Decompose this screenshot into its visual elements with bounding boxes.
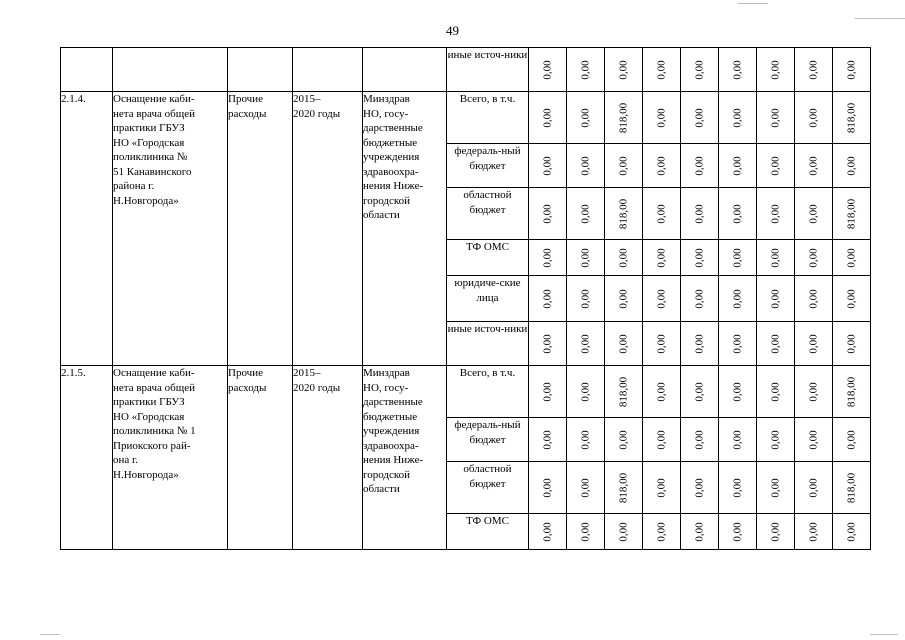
period-line: 2020 годы bbox=[293, 381, 341, 394]
source-cell bbox=[447, 418, 529, 462]
amount-cell bbox=[795, 188, 833, 240]
amount-value: 0,00 bbox=[579, 155, 592, 176]
executor-line: учреждения bbox=[363, 425, 420, 438]
amount-cell bbox=[681, 92, 719, 144]
amount-cell bbox=[567, 240, 605, 276]
amount-value: 0,00 bbox=[655, 247, 668, 268]
amount-cell bbox=[757, 144, 795, 188]
amount-value: 0,00 bbox=[617, 521, 630, 542]
amount-cell bbox=[795, 48, 833, 92]
source-label: федераль-ный бюджет bbox=[454, 419, 521, 446]
amount-cell bbox=[795, 462, 833, 514]
amount-cell bbox=[719, 48, 757, 92]
amount-cell bbox=[757, 188, 795, 240]
amount-cell bbox=[681, 144, 719, 188]
amount-value: 0,00 bbox=[807, 429, 820, 450]
source-cell bbox=[447, 92, 529, 144]
amount-value: 0,00 bbox=[655, 203, 668, 224]
amount-cell bbox=[795, 366, 833, 418]
source-cell bbox=[447, 188, 529, 240]
amount-value: 0,00 bbox=[541, 521, 554, 542]
amount-cell bbox=[833, 188, 871, 240]
amount-value: 818,00 bbox=[845, 376, 858, 407]
executor-line: дарственные bbox=[363, 396, 423, 409]
amount-cell bbox=[567, 366, 605, 418]
amount-cell bbox=[719, 514, 757, 550]
empty-cell bbox=[61, 48, 113, 92]
source-label: иные источ-ники bbox=[447, 49, 528, 61]
item-name-line: Приокского рай- bbox=[113, 439, 191, 452]
amount-value: 0,00 bbox=[579, 247, 592, 268]
amount-cell bbox=[681, 366, 719, 418]
amount-cell bbox=[719, 144, 757, 188]
amount-cell bbox=[757, 276, 795, 322]
amount-value: 0,00 bbox=[807, 107, 820, 128]
source-cell bbox=[447, 276, 529, 322]
amount-cell bbox=[719, 418, 757, 462]
executor-line: области bbox=[363, 209, 400, 222]
item-name bbox=[113, 92, 228, 366]
amount-cell bbox=[643, 92, 681, 144]
amount-cell bbox=[643, 144, 681, 188]
amount-value: 0,00 bbox=[655, 381, 668, 402]
budget-table bbox=[60, 47, 871, 550]
amount-value: 0,00 bbox=[807, 288, 820, 309]
amount-value: 0,00 bbox=[807, 333, 820, 354]
amount-value: 0,00 bbox=[693, 521, 706, 542]
amount-cell bbox=[795, 92, 833, 144]
amount-cell bbox=[643, 48, 681, 92]
amount-cell bbox=[719, 240, 757, 276]
amount-cell bbox=[833, 462, 871, 514]
amount-cell bbox=[681, 240, 719, 276]
period-line: 2015– bbox=[293, 93, 321, 105]
amount-value: 0,00 bbox=[579, 203, 592, 224]
amount-value: 0,00 bbox=[655, 429, 668, 450]
scan-artifact-line bbox=[870, 634, 898, 635]
amount-value: 0,00 bbox=[807, 477, 820, 498]
amount-value: 0,00 bbox=[731, 381, 744, 402]
amount-value: 0,00 bbox=[845, 288, 858, 309]
amount-cell bbox=[605, 322, 643, 366]
amount-cell bbox=[567, 462, 605, 514]
source-label: юридиче-ские лица bbox=[454, 277, 521, 304]
amount-value: 0,00 bbox=[579, 477, 592, 498]
amount-value: 0,00 bbox=[579, 333, 592, 354]
amount-value: 0,00 bbox=[769, 59, 782, 80]
page-number: 49 bbox=[446, 23, 459, 38]
source-label: Всего, в т.ч. bbox=[459, 93, 516, 105]
source-label: областной бюджет bbox=[463, 463, 512, 490]
amount-value: 0,00 bbox=[655, 521, 668, 542]
amount-value: 818,00 bbox=[617, 102, 630, 133]
amount-cell bbox=[681, 514, 719, 550]
executor-line: НО, госу- bbox=[363, 107, 409, 120]
amount-cell bbox=[643, 514, 681, 550]
amount-cell bbox=[833, 514, 871, 550]
executor-line: учреждения bbox=[363, 151, 420, 164]
amount-value: 0,00 bbox=[693, 107, 706, 128]
amount-value: 0,00 bbox=[845, 429, 858, 450]
amount-value: 0,00 bbox=[731, 333, 744, 354]
amount-value: 0,00 bbox=[769, 155, 782, 176]
empty-cell bbox=[363, 48, 447, 92]
amount-value: 0,00 bbox=[807, 155, 820, 176]
amount-value: 0,00 bbox=[541, 477, 554, 498]
amount-value: 0,00 bbox=[807, 521, 820, 542]
amount-cell bbox=[605, 276, 643, 322]
amount-value: 0,00 bbox=[617, 288, 630, 309]
amount-value: 0,00 bbox=[541, 107, 554, 128]
amount-value: 0,00 bbox=[693, 155, 706, 176]
executor-line: области bbox=[363, 483, 400, 496]
amount-value: 0,00 bbox=[655, 288, 668, 309]
amount-value: 818,00 bbox=[617, 198, 630, 229]
empty-cell bbox=[228, 48, 293, 92]
item-name-line: района г. bbox=[113, 180, 155, 193]
amount-cell bbox=[567, 322, 605, 366]
source-cell bbox=[447, 240, 529, 276]
amount-cell bbox=[795, 418, 833, 462]
item-name-line: нета врача общей bbox=[113, 107, 195, 120]
amount-value: 0,00 bbox=[617, 59, 630, 80]
amount-cell bbox=[681, 276, 719, 322]
item-code: 2.1.4. bbox=[61, 92, 113, 366]
amount-cell bbox=[567, 188, 605, 240]
executor-line: городской bbox=[363, 468, 411, 481]
amount-value: 818,00 bbox=[845, 472, 858, 503]
amount-cell bbox=[643, 240, 681, 276]
amount-value: 0,00 bbox=[731, 59, 744, 80]
amount-cell bbox=[719, 322, 757, 366]
amount-cell bbox=[605, 92, 643, 144]
executor-line: бюджетные bbox=[363, 410, 418, 423]
source-label: ТФ ОМС bbox=[466, 515, 509, 527]
amount-cell bbox=[757, 48, 795, 92]
amount-cell bbox=[529, 418, 567, 462]
table-row bbox=[61, 366, 871, 418]
source-label: Всего, в т.ч. bbox=[459, 367, 516, 379]
amount-value: 0,00 bbox=[655, 59, 668, 80]
scan-artifact-line bbox=[855, 18, 905, 19]
amount-cell bbox=[795, 514, 833, 550]
amount-cell bbox=[567, 92, 605, 144]
amount-cell bbox=[833, 144, 871, 188]
cost-type-line: Прочие bbox=[228, 367, 263, 379]
amount-value: 0,00 bbox=[579, 381, 592, 402]
amount-value: 0,00 bbox=[579, 521, 592, 542]
amount-cell bbox=[605, 462, 643, 514]
executor-line: нения Ниже- bbox=[363, 180, 424, 193]
amount-value: 0,00 bbox=[579, 429, 592, 450]
amount-value: 0,00 bbox=[731, 477, 744, 498]
amount-value: 0,00 bbox=[693, 203, 706, 224]
executor-line: бюджетные bbox=[363, 136, 418, 149]
amount-value: 0,00 bbox=[579, 59, 592, 80]
amount-cell bbox=[529, 48, 567, 92]
amount-cell bbox=[643, 322, 681, 366]
cost-type-line: расходы bbox=[228, 381, 267, 394]
amount-cell bbox=[757, 240, 795, 276]
amount-cell bbox=[567, 144, 605, 188]
period bbox=[293, 366, 363, 550]
source-label: ТФ ОМС bbox=[466, 241, 509, 253]
amount-cell bbox=[719, 276, 757, 322]
cost-type bbox=[228, 92, 293, 366]
amount-cell bbox=[795, 322, 833, 366]
amount-cell bbox=[833, 322, 871, 366]
amount-cell bbox=[605, 418, 643, 462]
amount-value: 818,00 bbox=[617, 376, 630, 407]
amount-value: 0,00 bbox=[541, 429, 554, 450]
executor-line: здравоохра- bbox=[363, 165, 419, 178]
amount-value: 0,00 bbox=[693, 477, 706, 498]
amount-cell bbox=[605, 48, 643, 92]
amount-value: 0,00 bbox=[845, 247, 858, 268]
executor bbox=[363, 366, 447, 550]
amount-value: 0,00 bbox=[769, 107, 782, 128]
item-name-line: Оснащение каби- bbox=[113, 367, 195, 379]
amount-value: 0,00 bbox=[617, 333, 630, 354]
amount-value: 0,00 bbox=[693, 247, 706, 268]
item-name-line: поликлиника № 1 bbox=[113, 425, 196, 438]
amount-value: 0,00 bbox=[769, 381, 782, 402]
item-name-line: она г. bbox=[113, 454, 139, 467]
amount-value: 0,00 bbox=[693, 59, 706, 80]
source-cell bbox=[447, 144, 529, 188]
amount-value: 0,00 bbox=[731, 288, 744, 309]
source-cell bbox=[447, 322, 529, 366]
amount-value: 0,00 bbox=[693, 288, 706, 309]
amount-cell bbox=[681, 48, 719, 92]
amount-value: 0,00 bbox=[541, 59, 554, 80]
amount-value: 0,00 bbox=[541, 333, 554, 354]
amount-value: 0,00 bbox=[541, 288, 554, 309]
amount-cell bbox=[795, 144, 833, 188]
amount-cell bbox=[529, 144, 567, 188]
item-name bbox=[113, 366, 228, 550]
amount-cell bbox=[567, 514, 605, 550]
amount-cell bbox=[833, 48, 871, 92]
amount-value: 0,00 bbox=[769, 288, 782, 309]
amount-cell bbox=[529, 514, 567, 550]
item-code: 2.1.5. bbox=[61, 366, 113, 550]
source-cell bbox=[447, 48, 529, 92]
amount-value: 0,00 bbox=[731, 107, 744, 128]
amount-cell bbox=[567, 48, 605, 92]
source-cell bbox=[447, 366, 529, 418]
amount-cell bbox=[757, 366, 795, 418]
amount-cell bbox=[605, 366, 643, 418]
amount-value: 0,00 bbox=[845, 521, 858, 542]
executor-line: нения Ниже- bbox=[363, 454, 424, 467]
cost-type-line: расходы bbox=[228, 107, 267, 120]
amount-cell bbox=[757, 322, 795, 366]
item-name-line: Оснащение каби- bbox=[113, 93, 195, 105]
amount-cell bbox=[833, 92, 871, 144]
item-name-line: НО «Городская bbox=[113, 136, 185, 149]
amount-value: 0,00 bbox=[579, 107, 592, 128]
amount-value: 0,00 bbox=[807, 203, 820, 224]
amount-value: 0,00 bbox=[655, 107, 668, 128]
amount-cell bbox=[529, 462, 567, 514]
amount-value: 818,00 bbox=[845, 102, 858, 133]
executor bbox=[363, 92, 447, 366]
amount-cell bbox=[757, 462, 795, 514]
cost-type-line: Прочие bbox=[228, 93, 263, 105]
amount-cell bbox=[681, 462, 719, 514]
amount-value: 0,00 bbox=[655, 477, 668, 498]
amount-cell bbox=[757, 418, 795, 462]
amount-cell bbox=[567, 418, 605, 462]
amount-value: 0,00 bbox=[845, 59, 858, 80]
executor-line: здравоохра- bbox=[363, 439, 419, 452]
source-cell bbox=[447, 514, 529, 550]
amount-cell bbox=[719, 366, 757, 418]
amount-value: 0,00 bbox=[617, 247, 630, 268]
executor-line: Минздрав bbox=[363, 367, 410, 379]
period bbox=[293, 92, 363, 366]
amount-value: 0,00 bbox=[541, 247, 554, 268]
executor-line: дарственные bbox=[363, 122, 423, 135]
amount-value: 0,00 bbox=[655, 333, 668, 354]
amount-value: 0,00 bbox=[617, 155, 630, 176]
amount-cell bbox=[833, 276, 871, 322]
amount-value: 0,00 bbox=[807, 381, 820, 402]
amount-cell bbox=[643, 462, 681, 514]
amount-cell bbox=[643, 418, 681, 462]
amount-value: 0,00 bbox=[579, 288, 592, 309]
item-name-line: нета врача общей bbox=[113, 381, 195, 394]
amount-value: 818,00 bbox=[845, 198, 858, 229]
executor-line: Минздрав bbox=[363, 93, 410, 105]
amount-cell bbox=[681, 322, 719, 366]
executor-line: городской bbox=[363, 194, 411, 207]
table-row bbox=[61, 92, 871, 144]
amount-value: 0,00 bbox=[541, 203, 554, 224]
amount-cell bbox=[795, 240, 833, 276]
amount-cell bbox=[643, 276, 681, 322]
amount-cell bbox=[833, 240, 871, 276]
amount-cell bbox=[529, 366, 567, 418]
period-line: 2020 годы bbox=[293, 107, 341, 120]
amount-cell bbox=[681, 188, 719, 240]
amount-cell bbox=[643, 366, 681, 418]
amount-value: 0,00 bbox=[807, 59, 820, 80]
source-cell bbox=[447, 462, 529, 514]
amount-cell bbox=[529, 188, 567, 240]
source-label: федераль-ный бюджет bbox=[454, 145, 521, 172]
amount-value: 0,00 bbox=[693, 381, 706, 402]
amount-cell bbox=[605, 240, 643, 276]
amount-cell bbox=[795, 276, 833, 322]
source-label: иные источ-ники bbox=[447, 323, 528, 335]
empty-cell bbox=[293, 48, 363, 92]
amount-value: 0,00 bbox=[731, 429, 744, 450]
amount-cell bbox=[719, 462, 757, 514]
item-name-line: Н.Новгорода» bbox=[113, 468, 179, 481]
amount-value: 0,00 bbox=[693, 333, 706, 354]
amount-cell bbox=[757, 92, 795, 144]
amount-value: 0,00 bbox=[693, 429, 706, 450]
item-name-line: поликлиника № bbox=[113, 151, 188, 164]
executor-line: НО, госу- bbox=[363, 381, 409, 394]
amount-cell bbox=[833, 418, 871, 462]
amount-cell bbox=[529, 240, 567, 276]
amount-cell bbox=[643, 188, 681, 240]
table-row bbox=[61, 48, 871, 92]
amount-value: 0,00 bbox=[769, 477, 782, 498]
amount-cell bbox=[833, 366, 871, 418]
amount-value: 0,00 bbox=[769, 247, 782, 268]
item-name-line: практики ГБУЗ bbox=[113, 396, 185, 409]
amount-cell bbox=[681, 418, 719, 462]
amount-value: 0,00 bbox=[769, 429, 782, 450]
source-label: областной бюджет bbox=[463, 189, 512, 216]
amount-value: 0,00 bbox=[845, 155, 858, 176]
amount-cell bbox=[605, 144, 643, 188]
amount-value: 0,00 bbox=[731, 247, 744, 268]
amount-cell bbox=[605, 188, 643, 240]
amount-value: 0,00 bbox=[769, 521, 782, 542]
amount-value: 0,00 bbox=[541, 381, 554, 402]
amount-cell bbox=[529, 276, 567, 322]
scan-artifact-line bbox=[40, 634, 60, 635]
amount-cell bbox=[757, 514, 795, 550]
empty-cell bbox=[113, 48, 228, 92]
amount-value: 0,00 bbox=[617, 429, 630, 450]
amount-cell bbox=[605, 514, 643, 550]
item-name-line: Н.Новгорода» bbox=[113, 194, 179, 207]
amount-value: 0,00 bbox=[731, 521, 744, 542]
amount-value: 0,00 bbox=[769, 203, 782, 224]
amount-cell bbox=[567, 276, 605, 322]
amount-cell bbox=[529, 92, 567, 144]
item-name-line: НО «Городская bbox=[113, 410, 185, 423]
amount-value: 0,00 bbox=[541, 155, 554, 176]
amount-value: 0,00 bbox=[769, 333, 782, 354]
period-line: 2015– bbox=[293, 367, 321, 379]
item-name-line: практики ГБУЗ bbox=[113, 122, 185, 135]
amount-value: 0,00 bbox=[807, 247, 820, 268]
amount-cell bbox=[719, 188, 757, 240]
amount-cell bbox=[719, 92, 757, 144]
scan-artifact-line bbox=[738, 3, 768, 4]
amount-value: 0,00 bbox=[731, 155, 744, 176]
amount-cell bbox=[529, 322, 567, 366]
cost-type bbox=[228, 366, 293, 550]
item-name-line: 51 Канавинского bbox=[113, 165, 192, 178]
amount-value: 0,00 bbox=[655, 155, 668, 176]
amount-value: 818,00 bbox=[617, 472, 630, 503]
amount-value: 0,00 bbox=[845, 333, 858, 354]
amount-value: 0,00 bbox=[731, 203, 744, 224]
